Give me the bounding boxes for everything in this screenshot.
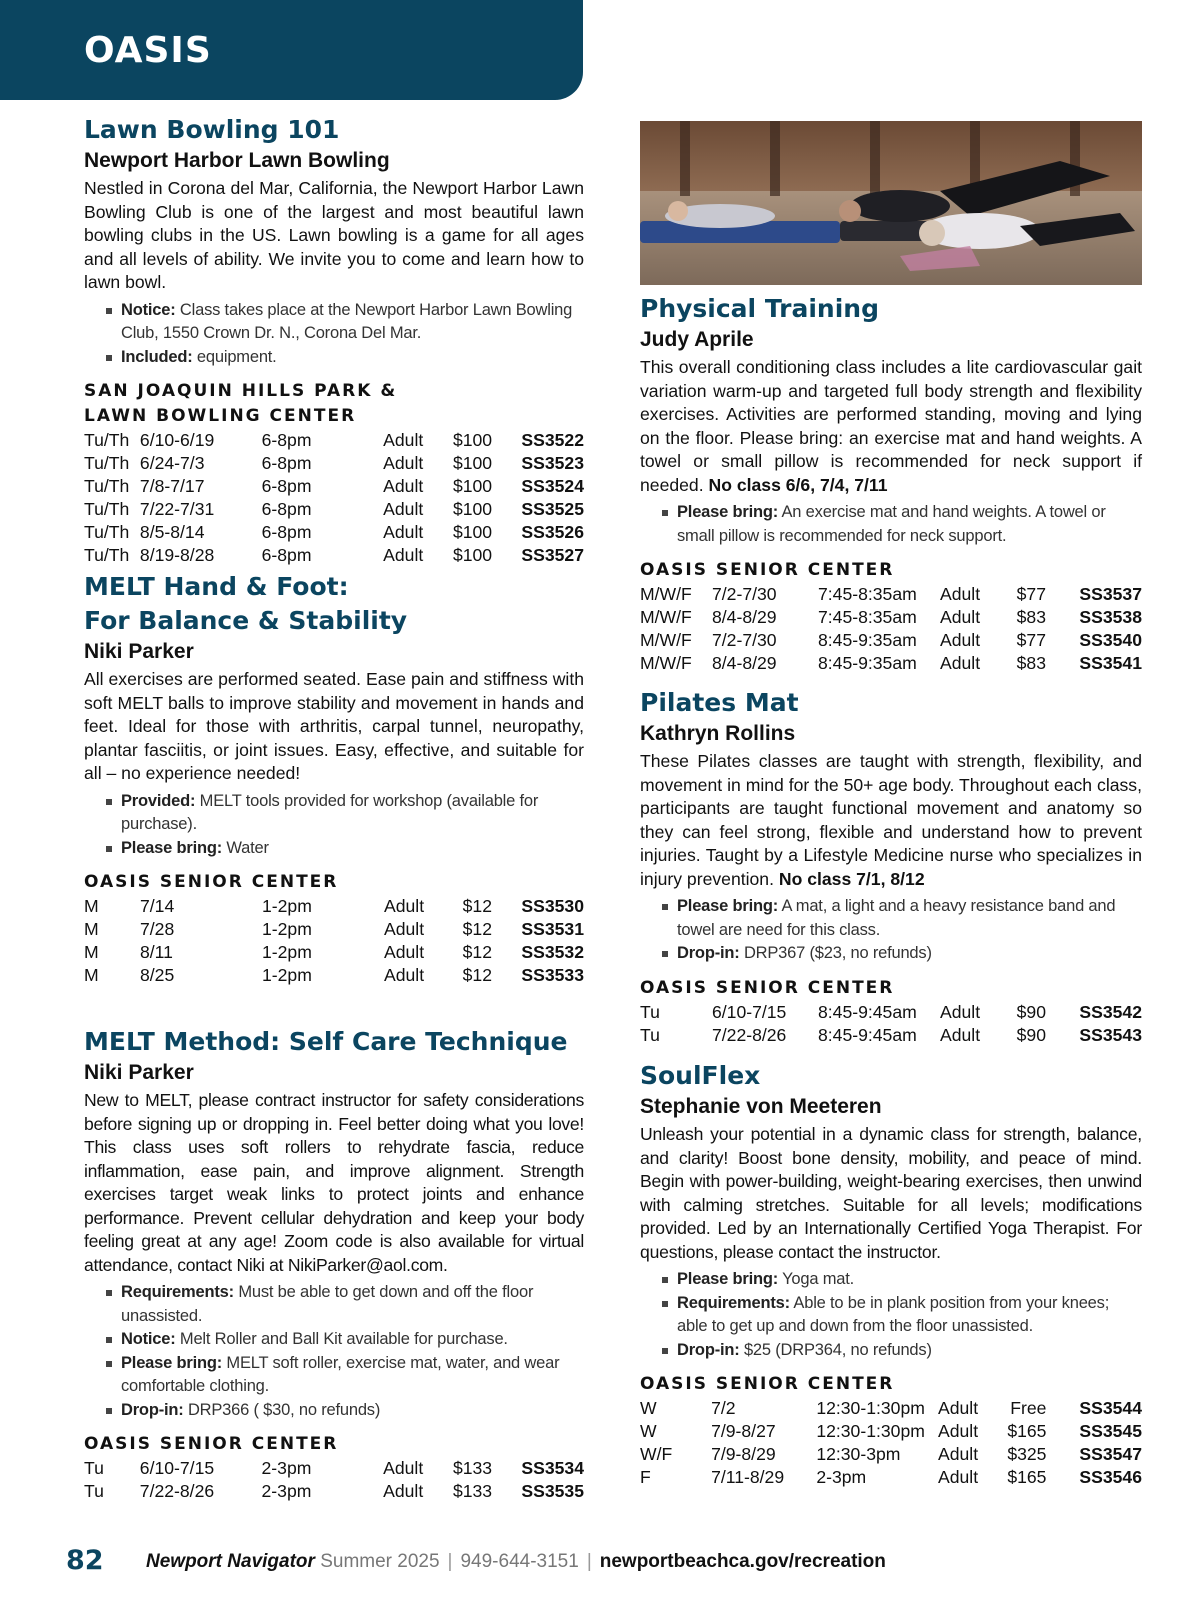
days-cell: Tu/Th: [84, 545, 130, 565]
schedule-row: [84, 1457, 584, 1480]
note-item: Please bring: MELT soft roller, exercise mat, water, and wear comfortable clothing.: [106, 1352, 584, 1399]
notes-list: [84, 1281, 584, 1422]
course-code-cell: SS3547: [1079, 1444, 1142, 1464]
time-cell: 8:45-9:35am: [818, 653, 917, 673]
course-code-cell: SS3542: [1079, 1001, 1142, 1022]
course-code-cell: SS3522: [521, 430, 584, 450]
note-item: Provided: MELT tools provided for workshop (available for purchase).: [106, 790, 584, 837]
note-item: Please bring: A mat, a light and a heavy resistance band and towel are need for this class.: [662, 895, 1142, 942]
phone-number: 949-644-3151: [460, 1551, 579, 1572]
dates-cell: 7/2-7/30: [712, 584, 777, 604]
time-cell: 1-2pm: [262, 919, 312, 939]
dates-cell: 8/19-8/28: [139, 545, 215, 565]
dates-cell: 7/28: [140, 919, 175, 939]
fee-cell: $77: [1016, 584, 1046, 604]
age-cell: Adult: [384, 896, 425, 916]
schedule-row: [84, 895, 584, 918]
course-code-cell: SS3524: [521, 476, 584, 496]
fee-cell: $90: [1016, 1001, 1046, 1022]
course-code-cell: SS3532: [521, 942, 584, 962]
section-title: SoulFlex: [640, 1061, 761, 1090]
days-cell: Tu: [640, 1024, 660, 1045]
age-cell: Adult: [384, 942, 425, 962]
notes-list: [84, 299, 584, 370]
fee-cell: Free: [1010, 1398, 1047, 1418]
dates-cell: 8/4-8/29: [712, 607, 777, 627]
schedule-row: [640, 629, 1142, 652]
days-cell: M/W/F: [640, 630, 692, 650]
time-cell: 6-8pm: [261, 545, 312, 565]
schedule-row: [640, 1397, 1142, 1420]
footer-text: [146, 1551, 886, 1573]
schedule-row: [84, 498, 584, 521]
schedule-row: [640, 652, 1142, 675]
fee-cell: $133: [452, 1481, 493, 1501]
section-title: MELT Method: Self Care Technique: [84, 1027, 568, 1056]
age-cell: Adult: [383, 1458, 424, 1478]
age-cell: Adult: [938, 1421, 979, 1441]
course-code-cell: SS3537: [1079, 584, 1142, 604]
note-item: Drop-in: $25 (DRP364, no refunds): [662, 1339, 1142, 1363]
note-item: Notice: Class takes place at the Newport Harbor Lawn Bowling Club, 1550 Crown Dr. N., Corona Del Mar.: [106, 299, 584, 346]
fee-cell: $100: [452, 430, 493, 450]
dates-cell: 6/10-6/19: [139, 430, 215, 450]
note-item: Drop-in: DRP366 ( $30, no refunds): [106, 1399, 584, 1423]
days-cell: Tu/Th: [84, 430, 130, 450]
time-cell: 8:45-9:35am: [818, 630, 917, 650]
age-cell: Adult: [383, 522, 424, 542]
days-cell: Tu/Th: [84, 476, 130, 496]
schedule-table: [640, 1397, 1142, 1489]
schedule-row: [640, 1420, 1142, 1443]
note-item: Please bring: Water: [106, 837, 584, 861]
dates-cell: 8/25: [140, 965, 175, 985]
fee-cell: $133: [452, 1458, 493, 1478]
instructor-name: Niki Parker: [84, 1061, 194, 1084]
fee-cell: $83: [1016, 653, 1046, 673]
age-cell: Adult: [940, 607, 981, 627]
fee-cell: $12: [462, 896, 492, 916]
notes-list: [640, 895, 1142, 966]
description: Unleash your potential in a dynamic class for strength, balance, and clarity! Boost bone density, mobility, and peace of mind. Begin with power-building, weight-bearing exercises, then unwind with calming stretches. Suitable for all levels; modifications provided. Led by an Internationally Certified Yoga Therapist. For questions, please contact the instructor.: [640, 1124, 1142, 1262]
course-code-cell: SS3526: [521, 522, 584, 542]
age-cell: Adult: [383, 453, 424, 473]
schedule-row: [640, 1001, 1142, 1024]
time-cell: 6-8pm: [261, 476, 312, 496]
section-title: Physical Training: [640, 294, 879, 323]
age-cell: Adult: [940, 630, 981, 650]
time-cell: 6-8pm: [261, 522, 312, 542]
schedule-row: [84, 918, 584, 941]
time-cell: 1-2pm: [262, 965, 312, 985]
course-code-cell: SS3530: [521, 896, 584, 916]
age-cell: Adult: [938, 1467, 979, 1487]
section-title: Pilates Mat: [640, 688, 799, 717]
schedule-row: [640, 1443, 1142, 1466]
days-cell: M: [84, 919, 99, 939]
section-title: [84, 570, 584, 638]
course-code-cell: SS3527: [521, 545, 584, 565]
schedule-row: [640, 1024, 1142, 1047]
note-item: Requirements: Must be able to get down and off the floor unassisted.: [106, 1281, 584, 1328]
time-cell: 12:30-1:30pm: [816, 1398, 925, 1418]
page-number: 82: [66, 1545, 104, 1576]
schedule-row: [640, 606, 1142, 629]
course-code-cell: SS3541: [1079, 653, 1142, 673]
location-heading: OASIS SENIOR CENTER: [640, 560, 895, 580]
age-cell: Adult: [940, 1001, 981, 1022]
course-code-cell: SS3533: [521, 965, 584, 985]
days-cell: Tu/Th: [84, 453, 130, 473]
description: All exercises are performed seated. Ease pain and stiffness with soft MELT balls to improve stability and movement in hands and feet. Ideal for those with arthritis, carpal tunnel, neuropathy, plantar fasciitis, or joint issues. Easy, effective, and suitable for all – no experience needed!: [84, 669, 584, 783]
days-cell: F: [640, 1467, 651, 1487]
location-heading: OASIS SENIOR CENTER: [84, 1434, 339, 1454]
schedule-row: [84, 475, 584, 498]
days-cell: W: [640, 1421, 657, 1441]
days-cell: Tu: [84, 1481, 104, 1501]
time-cell: 12:30-3pm: [816, 1444, 901, 1464]
time-cell: 6-8pm: [261, 453, 312, 473]
description: Nestled in Corona del Mar, California, the Newport Harbor Lawn Bowling Club is one of the largest and most beautiful lawn bowling clubs in the US. Lawn bowling is a game for all ages and all levels of ability. We invite you to come and learn how to lawn bowl.: [84, 178, 584, 292]
time-cell: 1-2pm: [262, 896, 312, 916]
time-cell: 7:45-8:35am: [818, 584, 917, 604]
note-item: Please bring: Yoga mat.: [662, 1268, 1142, 1292]
melt-hand-foot-section: [84, 570, 584, 987]
dates-cell: 8/11: [140, 942, 173, 962]
days-cell: M: [84, 965, 99, 985]
dates-cell: 7/9-8/27: [711, 1421, 776, 1441]
schedule-row: [84, 452, 584, 475]
course-code-cell: SS3543: [1079, 1024, 1142, 1045]
dates-cell: 6/10-7/15: [139, 1458, 215, 1478]
note-item: Please bring: An exercise mat and hand weights. A towel or small pillow is recommended for neck support.: [662, 501, 1142, 548]
note-item: Notice: Melt Roller and Ball Kit available for purchase.: [106, 1328, 584, 1352]
schedule-row: [84, 544, 584, 567]
course-code-cell: SS3525: [521, 499, 584, 519]
dates-cell: 6/24-7/3: [139, 453, 205, 473]
days-cell: Tu: [84, 1458, 104, 1478]
fee-cell: $12: [462, 919, 492, 939]
dates-cell: 7/2-7/30: [712, 630, 777, 650]
days-cell: W/F: [640, 1444, 673, 1464]
fee-cell: $12: [462, 942, 492, 962]
instructor-name: Judy Aprile: [640, 328, 754, 351]
page-title: OASIS: [84, 30, 212, 71]
dates-cell: 7/9-8/29: [711, 1444, 776, 1464]
schedule-table: [84, 895, 584, 987]
schedule-row: [84, 964, 584, 987]
age-cell: Adult: [938, 1398, 979, 1418]
age-cell: Adult: [384, 965, 425, 985]
instructor-name: Newport Harbor Lawn Bowling: [84, 149, 390, 172]
notes-list: [84, 790, 584, 861]
days-cell: M: [84, 896, 99, 916]
instructor-name: Kathryn Rollins: [640, 722, 796, 745]
age-cell: Adult: [938, 1444, 979, 1464]
time-cell: 12:30-1:30pm: [816, 1421, 925, 1441]
location-heading: OASIS SENIOR CENTER: [640, 977, 895, 998]
fee-cell: $90: [1016, 1024, 1046, 1045]
age-cell: Adult: [384, 919, 425, 939]
note-item: Requirements: Able to be in plank position from your knees; able to get up and down from the floor unassisted.: [662, 1292, 1142, 1339]
dates-cell: 7/22-8/26: [139, 1481, 215, 1501]
days-cell: M: [84, 942, 99, 962]
dates-cell: 7/8-7/17: [139, 476, 205, 496]
dates-cell: 8/5-8/14: [139, 522, 205, 542]
course-code-cell: SS3535: [521, 1481, 584, 1501]
days-cell: Tu/Th: [84, 522, 130, 542]
time-cell: 2-3pm: [816, 1467, 867, 1487]
time-cell: 2-3pm: [261, 1481, 312, 1501]
pilates-mat-section: [640, 686, 1142, 1047]
age-cell: Adult: [940, 584, 981, 604]
schedule-table: [84, 429, 584, 567]
fee-cell: $100: [452, 499, 493, 519]
exercise-class-photo: [640, 121, 1142, 285]
age-cell: Adult: [383, 476, 424, 496]
course-code-cell: SS3531: [521, 919, 584, 939]
footer-separator: |: [447, 1551, 453, 1572]
dates-cell: 8/4-8/29: [712, 653, 777, 673]
time-cell: 7:45-8:35am: [818, 607, 917, 627]
schedule-row: [84, 521, 584, 544]
schedule-row: [84, 429, 584, 452]
days-cell: Tu: [640, 1001, 660, 1022]
course-code-cell: SS3538: [1079, 607, 1142, 627]
description: These Pilates classes are taught with strength, flexibility, and movement in mind for the 50+ age body. Throughout each class, participants are taught functional movement and anatomy so they can feel strong, flexible and understand how to prevent injuries. Taught by a Lifestyle Medicine nurse who specializes in injury prevention. No class 7/1, 8/12: [640, 751, 1142, 889]
age-cell: Adult: [940, 653, 981, 673]
page-footer: [66, 1545, 1166, 1585]
fee-cell: $83: [1016, 607, 1046, 627]
exercise-class-photo-art: [640, 121, 1142, 285]
fee-cell: $100: [452, 545, 493, 565]
time-cell: 6-8pm: [261, 430, 312, 450]
title-line-2: For Balance & Stability: [84, 606, 408, 635]
dates-cell: 7/2: [711, 1398, 736, 1418]
season-label: Summer 2025: [314, 1551, 440, 1572]
fee-cell: $100: [452, 453, 493, 473]
course-code-cell: SS3545: [1079, 1421, 1142, 1441]
fee-cell: $77: [1016, 630, 1046, 650]
days-cell: M/W/F: [640, 653, 692, 673]
instructor-name: Niki Parker: [84, 640, 194, 663]
course-code-cell: SS3534: [521, 1458, 584, 1478]
age-cell: Adult: [383, 545, 424, 565]
time-cell: 6-8pm: [261, 499, 312, 519]
physical-training-section: [640, 292, 1142, 675]
time-cell: 1-2pm: [262, 942, 312, 962]
dates-cell: 7/11-8/29: [711, 1467, 785, 1487]
melt-method-section: [84, 1025, 584, 1503]
soulflex-section: [640, 1059, 1142, 1489]
days-cell: Tu/Th: [84, 499, 130, 519]
course-code-cell: SS3523: [521, 453, 584, 473]
fee-cell: $12: [462, 965, 492, 985]
lawn-bowling-section: [84, 113, 584, 567]
instructor-name: Stephanie von Meeteren: [640, 1095, 882, 1118]
notes-list: [640, 1268, 1142, 1362]
schedule-row: [640, 583, 1142, 606]
schedule-row: [84, 941, 584, 964]
days-cell: M/W/F: [640, 607, 692, 627]
location-heading: OASIS SENIOR CENTER: [84, 872, 339, 892]
schedule-row: [640, 1466, 1142, 1489]
publication-name: Newport Navigator: [146, 1551, 315, 1572]
dates-cell: 7/14: [140, 896, 175, 916]
footer-separator: |: [586, 1551, 592, 1572]
note-item: Included: equipment.: [106, 346, 584, 370]
fee-cell: $165: [1007, 1421, 1047, 1441]
schedule-table: [84, 1457, 584, 1503]
fee-cell: $165: [1007, 1467, 1047, 1487]
course-code-cell: SS3540: [1079, 630, 1142, 650]
description: This overall conditioning class includes a lite cardiovascular gait variation warm-up and targeted full body strength and flexibility exercises. Activities are performed standing, moving and lying on the floor. Please bring: an exercise mat and hand weights. A towel or small pillow is recommended for neck support if needed. No class 6/6, 7/4, 7/11: [640, 357, 1142, 495]
schedule-table: [640, 583, 1142, 675]
notes-list: [640, 501, 1142, 548]
dates-cell: 7/22-8/26: [712, 1024, 787, 1045]
description: New to MELT, please contract instructor for safety considerations before signing up or dropping in. Feel better doing what you love! This class uses soft rollers to rehydrate fascia, reduce inflammation, ease pain, and improve alignment. Strength exercises target weak links to protect joints and enhance performance. Prevent cellular dehydration and keep your body feeling great at any age! Zoom code is also available for virtual attendance, contact Niki at NikiParker@aol.com.: [84, 1090, 584, 1275]
fee-cell: $100: [452, 476, 493, 496]
dates-cell: 7/22-7/31: [139, 499, 215, 519]
age-cell: Adult: [383, 430, 424, 450]
fee-cell: $100: [452, 522, 493, 542]
age-cell: Adult: [383, 1481, 424, 1501]
time-cell: 2-3pm: [261, 1458, 312, 1478]
note-item: Drop-in: DRP367 ($23, no refunds): [662, 942, 1142, 966]
days-cell: M/W/F: [640, 584, 692, 604]
fee-cell: $325: [1007, 1444, 1047, 1464]
time-cell: 8:45-9:45am: [818, 1024, 917, 1045]
age-cell: Adult: [383, 499, 424, 519]
course-code-cell: SS3546: [1079, 1467, 1142, 1487]
location-heading: SAN JOAQUIN HILLS PARK & LAWN BOWLING CENTER: [84, 381, 398, 426]
website-link[interactable]: newportbeachca.gov/recreation: [599, 1551, 886, 1572]
age-cell: Adult: [940, 1024, 981, 1045]
schedule-row: [84, 1480, 584, 1503]
time-cell: 8:45-9:45am: [818, 1001, 917, 1022]
title-line-1: MELT Hand & Foot:: [84, 572, 349, 601]
dates-cell: 6/10-7/15: [712, 1001, 787, 1022]
days-cell: W: [640, 1398, 657, 1418]
course-code-cell: SS3544: [1079, 1398, 1142, 1418]
schedule-table: [640, 1001, 1142, 1047]
section-title: Lawn Bowling 101: [84, 115, 340, 144]
location-heading: OASIS SENIOR CENTER: [640, 1374, 895, 1394]
